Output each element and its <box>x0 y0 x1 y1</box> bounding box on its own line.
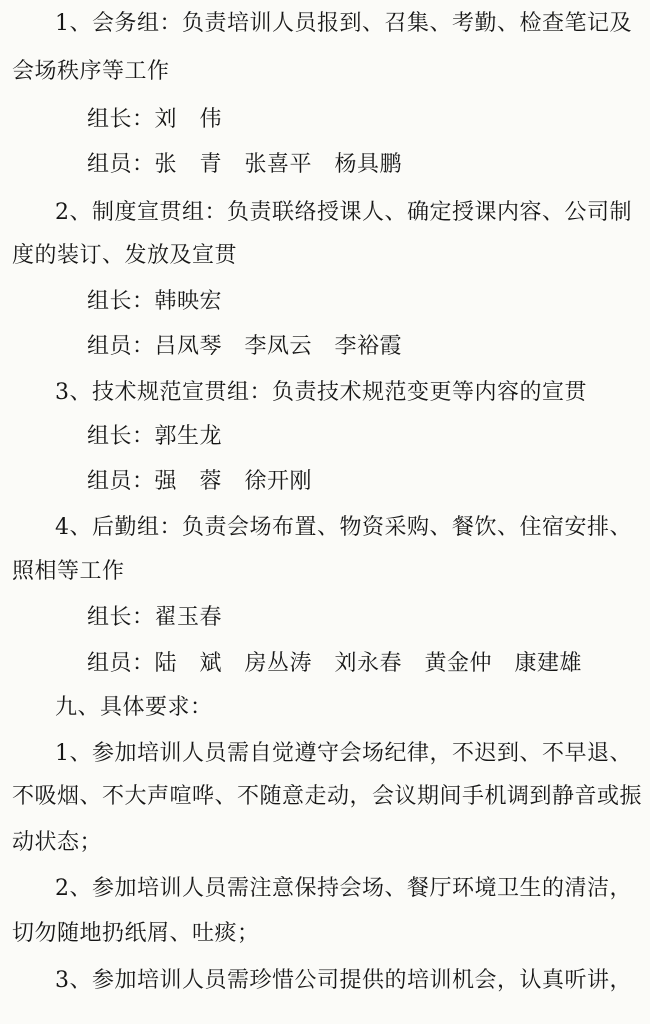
req-2-line-2: 切勿随地扔纸屑、吐痰； <box>12 921 260 946</box>
group-leader-line: 组长：韩映宏 <box>87 289 223 314</box>
para-2-line-1: 2、制度宣贯组：负责联络授课人、确定授课内容、公司制 <box>55 200 632 225</box>
group-leader-line: 组长：郭生龙 <box>87 424 223 449</box>
req-3-line-1: 3、参加培训人员需珍惜公司提供的培训机会，认真听讲， <box>55 968 632 993</box>
req-2-line-1: 2、参加培训人员需注意保持会场、餐厅环境卫生的清洁， <box>55 876 632 901</box>
group-leader-line: 组长：刘 伟 <box>87 107 223 132</box>
para-3-line-1: 3、技术规范宣贯组：负责技术规范变更等内容的宣贯 <box>55 380 587 405</box>
para-1-line-2: 会场秩序等工作 <box>12 59 170 84</box>
group-leader-line: 组长：翟玉春 <box>87 605 223 630</box>
group-members-line: 组员：强 蓉 徐开刚 <box>87 469 313 494</box>
group-members-line: 组员：吕凤琴 李凤云 李裕霞 <box>87 334 403 359</box>
section-heading: 九、具体要求： <box>55 695 213 720</box>
req-1-line-3: 动状态； <box>12 830 103 855</box>
req-1-line-1: 1、参加培训人员需自觉遵守会场纪律，不迟到、不早退、 <box>55 741 632 766</box>
para-4-line-2: 照相等工作 <box>12 559 125 584</box>
para-1-line-1: 1、会务组：负责培训人员报到、召集、考勤、检查笔记及 <box>55 11 632 36</box>
req-1-line-2: 不吸烟、不大声喧哗、不随意走动，会议期间手机调到静音或振 <box>12 784 643 809</box>
group-members-line: 组员：张 青 张喜平 杨具鹏 <box>87 152 403 177</box>
para-2-line-2: 度的装订、发放及宣贯 <box>12 243 238 268</box>
group-members-line: 组员：陆 斌 房丛涛 刘永春 黄金仲 康建雄 <box>87 651 583 676</box>
para-4-line-1: 4、后勤组：负责会场布置、物资采购、餐饮、住宿安排、 <box>55 515 632 540</box>
